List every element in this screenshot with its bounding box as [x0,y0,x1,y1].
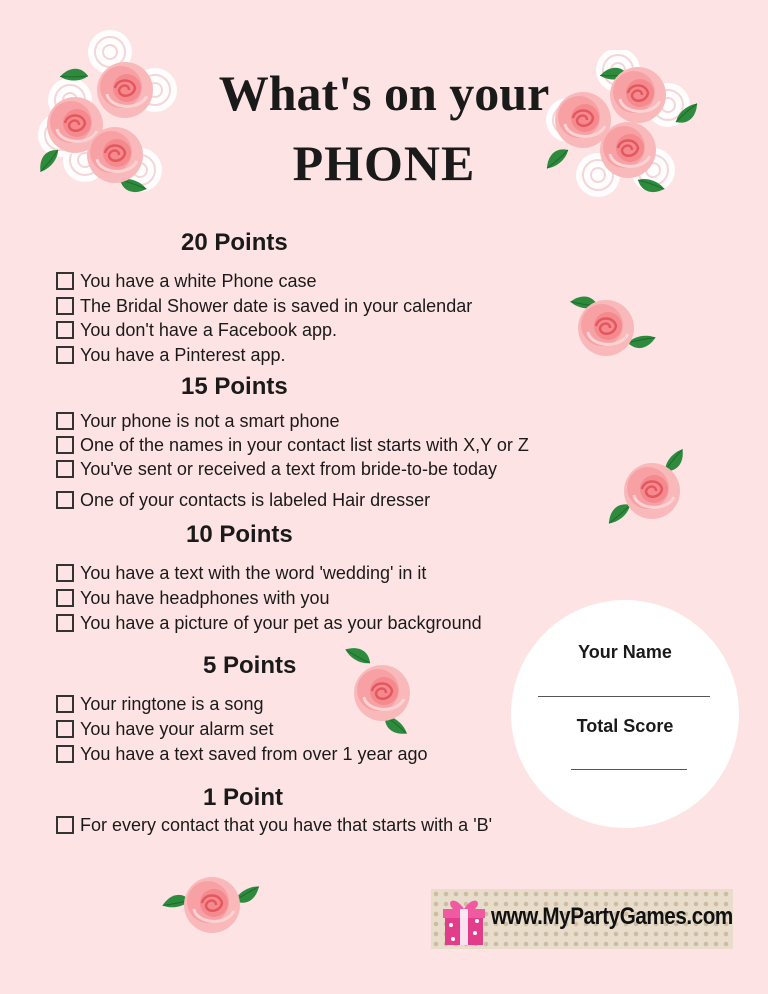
checklist-item[interactable]: Your phone is not a smart phone [56,410,340,432]
checkbox[interactable] [56,436,74,454]
your-name-label: Your Name [578,642,672,662]
checklist-item[interactable]: You've sent or received a text from bride-to-be today [56,458,497,480]
checkbox[interactable] [56,272,74,290]
checklist-item[interactable]: One of your contacts is labeled Hair dresser [56,489,430,511]
rose-icon [160,865,270,945]
section-heading-10: 10 Points [186,521,293,548]
rose-icon [600,447,700,532]
page-title-line2: PHONE [292,135,476,191]
checkbox[interactable] [56,745,74,763]
page-title-line1: What's on your [218,65,550,121]
rose-icon [340,638,430,743]
checkbox[interactable] [56,695,74,713]
checkbox[interactable] [56,614,74,632]
checklist-item[interactable]: Your ringtone is a song [56,693,263,715]
checkbox[interactable] [56,412,74,430]
checkbox[interactable] [56,564,74,582]
checklist-item[interactable]: You don't have a Facebook app. [56,319,337,341]
total-score-label: Total Score [576,716,674,736]
site-logo[interactable] [431,889,733,949]
checklist-item[interactable]: You have a text saved from over 1 year ago [56,743,428,765]
checkbox[interactable] [56,491,74,509]
rose-icon [568,288,668,368]
checklist-item[interactable]: You have a white Phone case [56,270,317,292]
checklist-item[interactable]: For every contact that you have that starts with a 'B' [56,814,492,836]
checklist-item[interactable]: You have your alarm set [56,718,273,740]
section-heading-1: 1 Point [203,784,284,811]
gift-icon [441,893,487,947]
checkbox[interactable] [56,460,74,478]
checklist-item[interactable]: You have a picture of your pet as your background [56,612,482,634]
checklist-item[interactable]: The Bridal Shower date is saved in your calendar [56,295,472,317]
checkbox[interactable] [56,346,74,364]
checklist-item[interactable]: One of the names in your contact list starts with X,Y or Z [56,434,529,456]
score-line[interactable] [571,769,687,770]
checkbox[interactable] [56,589,74,607]
checklist-item[interactable]: You have headphones with you [56,587,330,609]
site-url[interactable]: www.MyPartyGames.com [491,903,733,930]
checkbox[interactable] [56,321,74,339]
checkbox[interactable] [56,720,74,738]
section-heading-15: 15 Points [181,373,288,400]
checkbox[interactable] [56,816,74,834]
checklist-item[interactable]: You have a text with the word 'wedding' in it [56,562,426,584]
score-card [511,600,739,828]
name-line[interactable] [538,696,710,697]
checklist-item[interactable]: You have a Pinterest app. [56,344,286,366]
section-heading-20: 20 Points [181,229,288,256]
section-heading-5: 5 Points [203,652,297,679]
checkbox[interactable] [56,297,74,315]
